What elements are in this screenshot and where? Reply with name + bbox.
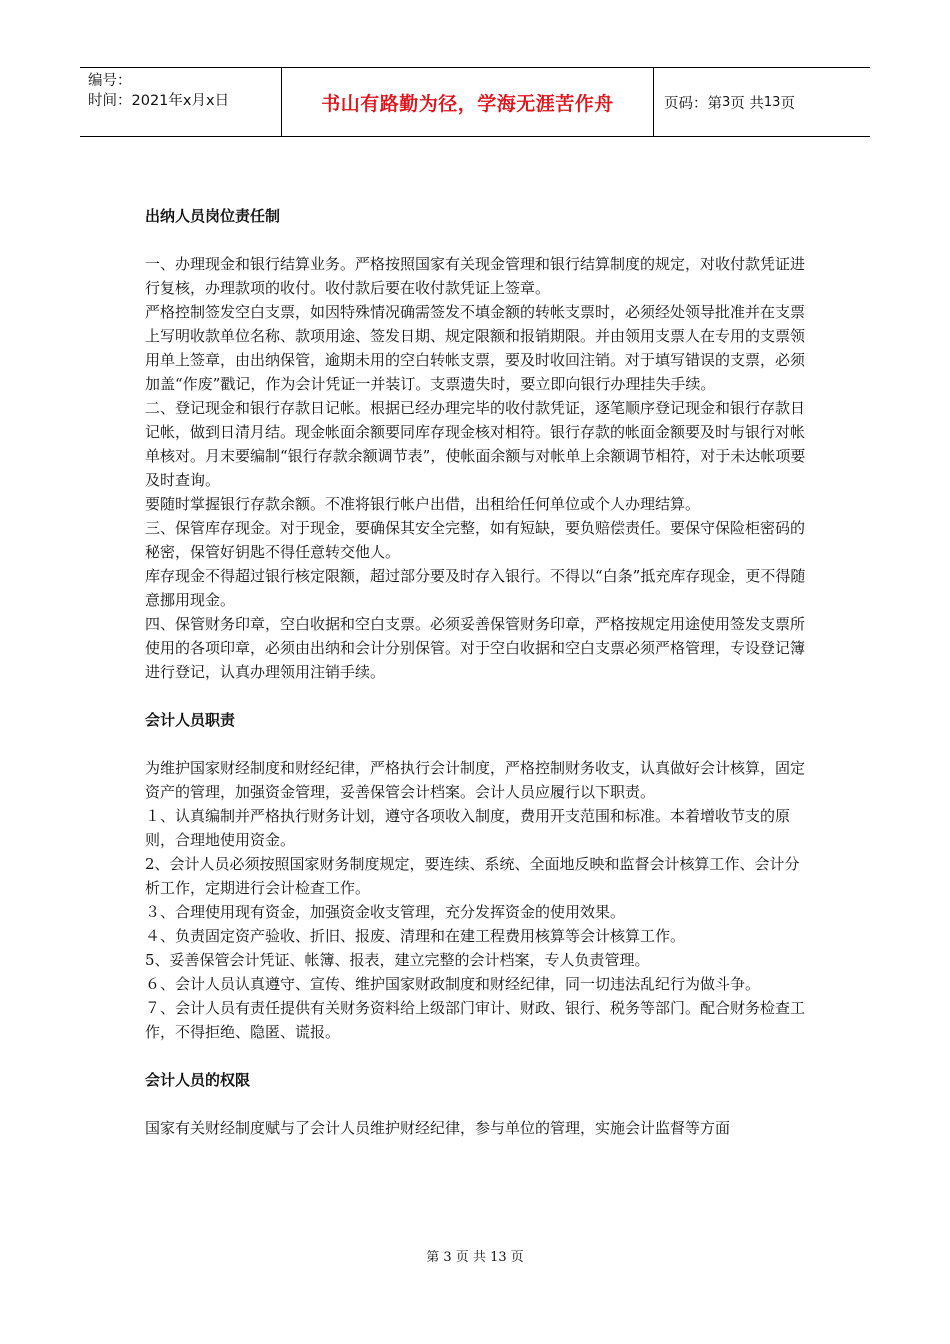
section-title: 会计人员的权限 <box>145 1071 251 1089</box>
document-body <box>145 204 810 1140</box>
paragraph: ７、会计人员有责任提供有关财务资料给上级部门审计、财政、银行、税务等部门。配合财务检查工作，不得拒绝、隐匿、谎报。 <box>145 999 806 1041</box>
footer-total: 13 <box>490 1250 507 1265</box>
paragraph: 一、办理现金和银行结算业务。严格按照国家有关现金管理和银行结算制度的规定，对收付款凭证进行复核，办理款项的收付。收付款后要在收付款凭证上签章。 <box>145 255 806 297</box>
paragraph: ３、合理使用现有资金，加强资金收支管理，充分发挥资金的使用效果。 <box>145 903 626 921</box>
paragraph: 二、登记现金和银行存款日记帐。根据已经办理完毕的收付款凭证，逐笔顺序登记现金和银行存款日记帐，做到日清月结。现金帐面余额要同库存现金核对相符。银行存款的帐面金额要及时与银行对帐单核对。月末要编制“银行存款余额调节表”，使帐面余额与对帐单上余额调节相符，对于未达帐项要及时查询。 <box>145 399 806 489</box>
footer-current: 3 <box>443 1250 452 1265</box>
header-page-info <box>654 68 870 136</box>
doc-time-label: 时间：2021年x月x日 <box>88 93 230 109</box>
paragraph: 严格控制签发空白支票，如因特殊情况确需签发不填金额的转帐支票时，必须经处领导批准并在支票上写明收款单位名称、款项用途、签发日期、规定限额和报销期限。并由领用支票人在专用的支票领用单上签章，由出纳保管，逾期未用的空白转帐支票，要及时收回注销。对于填写错误的支票，必须加盖“作废”戳记，作为会计凭证一并装订。支票遗失时，要立即向银行办理挂失手续。 <box>145 303 806 393</box>
paragraph: 三、保管库存现金。对于现金，要确保其安全完整，如有短缺，要负赔偿责任。要保守保险柜密码的秘密，保管好钥匙不得任意转交他人。 <box>145 519 806 561</box>
paragraph: 为维护国家财经制度和财经纪律，严格执行会计制度，严格控制财务收支，认真做好会计核算，固定资产的管理，加强资金管理，妥善保管会计档案。会计人员应履行以下职责。 <box>145 759 806 801</box>
page-middle: 页 共 <box>730 95 764 112</box>
page-total: 13 <box>763 94 781 110</box>
doc-code-label: 编号： <box>88 73 132 89</box>
page-current: 3 <box>722 94 731 110</box>
footer-prefix: 第 <box>426 1250 440 1265</box>
paragraph: 国家有关财经制度赋与了会计人员维护财经纪律，参与单位的管理，实施会计监督等方面 <box>145 1119 731 1137</box>
header-motto: 书山有路勤为径，学海无涯苦作舟 <box>282 68 654 136</box>
paragraph: １、认真编制并严格执行财务计划，遵守各项收入制度，费用开支范围和标准。本着增收节支的原则，合理地使用资金。 <box>145 807 791 849</box>
paragraph: 要随时掌握银行存款余额。不准将银行帐户出借，出租给任何单位或个人办理结算。 <box>145 495 701 513</box>
paragraph: 5、妥善保管会计凭证、帐簿、报表，建立完整的会计档案，专人负责管理。 <box>145 951 650 969</box>
paragraph: ６、会计人员认真遵守、宣传、维护国家财政制度和财经纪律，同一切违法乱纪行为做斗争。 <box>145 975 761 993</box>
footer-middle: 页 共 <box>455 1250 486 1265</box>
paragraph: 库存现金不得超过银行核定限额，超过部分要及时存入银行。不得以“白条”抵充库存现金，更不得随意挪用现金。 <box>145 567 806 609</box>
header-meta <box>80 68 282 136</box>
footer-suffix: 页 <box>510 1250 524 1265</box>
section-title: 会计人员职责 <box>145 711 236 729</box>
page-header <box>80 67 870 137</box>
page-suffix: 页 <box>780 95 795 112</box>
page-footer <box>0 1246 950 1265</box>
page-prefix: 页码：第 <box>664 95 722 112</box>
paragraph: 2、会计人员必须按照国家财务制度规定，要连续、系统、全面地反映和监督会计核算工作、会计分析工作，定期进行会计检查工作。 <box>145 855 800 897</box>
paragraph: ４、负责固定资产验收、折旧、报废、清理和在建工程费用核算等会计核算工作。 <box>145 927 686 945</box>
paragraph: 四、保管财务印章，空白收据和空白支票。必须妥善保管财务印章，严格按规定用途使用签发支票所使用的各项印章，必须由出纳和会计分别保管。对于空白收据和空白支票必须严格管理，专设登记簿进行登记，认真办理领用注销手续。 <box>145 615 806 681</box>
section-title: 出纳人员岗位责任制 <box>145 207 281 225</box>
